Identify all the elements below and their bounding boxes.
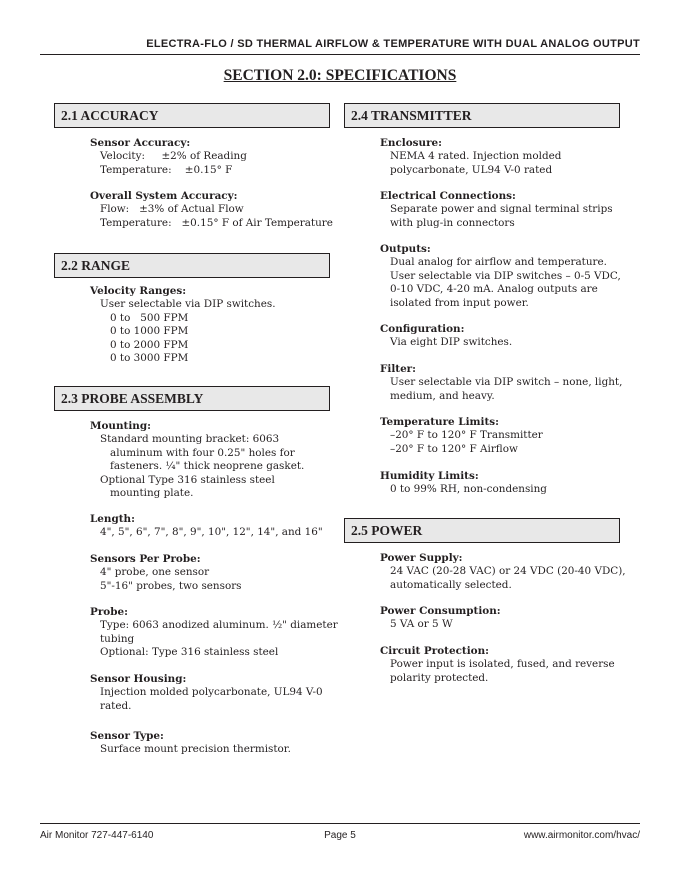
- filter-content: [380, 363, 622, 403]
- footer-website-link[interactable]: www.airmonitor.com/hvac/: [523, 830, 640, 841]
- probe-line: Type: 6063 anodized aluminum. ½" diameter: [100, 619, 338, 632]
- length-heading: Length:: [90, 513, 135, 525]
- mounting-standard: Standard mounting bracket: 6063 aluminum with four 0.25" holes for fasteners. ¼" thick neoprene gasket.: [100, 433, 305, 473]
- power-supply-content: [380, 552, 626, 592]
- sensors-per-probe-item: 5"-16" probes, two sensors: [100, 579, 242, 592]
- sensor-housing-line: Injection molded polycarbonate, UL94 V-0: [100, 686, 323, 699]
- section-probe-heading: 2.3 PROBE ASSEMBLY: [54, 386, 330, 411]
- header-divider: [40, 54, 640, 55]
- circuit-protection-line: Power input is isolated, fused, and reverse: [390, 658, 615, 671]
- outputs-line: Dual analog for airflow and temperature.: [390, 256, 607, 269]
- document-header-title: ELECTRA-FLO / SD THERMAL AIRFLOW & TEMPERATURE WITH DUAL ANALOG OUTPUT: [146, 38, 640, 50]
- sensors-per-probe-item: 4" probe, one sensor: [100, 566, 210, 579]
- sensors-per-probe-content: [90, 553, 242, 593]
- electrical-connections-line: with plug-in connectors: [390, 216, 515, 229]
- filter-heading: Filter:: [380, 363, 416, 375]
- length-value: 4", 5", 6", 7", 8", 9", 10", 12", 14", and 16": [100, 526, 323, 539]
- enclosure-heading: Enclosure:: [380, 137, 443, 149]
- power-consumption-heading: Power Consumption:: [380, 605, 501, 617]
- power-supply-heading: Power Supply:: [380, 552, 463, 564]
- length-content: [90, 513, 323, 540]
- sensor-housing-heading: Sensor Housing:: [90, 673, 187, 685]
- sensor-type-heading: Sensor Type:: [90, 730, 164, 742]
- outputs-line: isolated from input power.: [390, 296, 529, 309]
- section-range-heading: 2.2 RANGE: [54, 253, 330, 278]
- sensor-accuracy-temperature: Temperature: ±0.15° F: [100, 163, 233, 176]
- temperature-limits-content: [380, 416, 543, 456]
- mounting-heading: Mounting:: [90, 420, 151, 432]
- sensor-type-value: Surface mount precision thermistor.: [100, 743, 291, 756]
- electrical-connections-content: [380, 190, 613, 230]
- range-content: [90, 285, 276, 365]
- sensor-type-content: [90, 730, 291, 757]
- humidity-limits-value: 0 to 99% RH, non-condensing: [390, 483, 547, 496]
- sensor-accuracy-velocity: Velocity: ±2% of Reading: [100, 150, 247, 163]
- sensor-accuracy-heading: Sensor Accuracy:: [90, 137, 191, 149]
- velocity-ranges-intro: User selectable via DIP switches.: [100, 298, 276, 311]
- footer-divider: [40, 823, 640, 824]
- enclosure-line: NEMA 4 rated. Injection molded: [390, 150, 562, 163]
- circuit-protection-content: [380, 645, 615, 685]
- power-consumption-value: 5 VA or 5 W: [390, 618, 453, 631]
- velocity-range-item: 0 to 500 FPM: [110, 311, 189, 324]
- section-title: SECTION 2.0: SPECIFICATIONS: [223, 67, 457, 84]
- section-power-heading: 2.5 POWER: [344, 518, 620, 543]
- sensor-housing-line: rated.: [100, 699, 132, 712]
- section-transmitter-heading: 2.4 TRANSMITTER: [344, 103, 620, 128]
- power-consumption-content: [380, 605, 501, 632]
- humidity-limits-heading: Humidity Limits:: [380, 470, 479, 482]
- probe-heading: Probe:: [90, 606, 128, 618]
- configuration-content: [380, 323, 512, 350]
- footer-page-number: Page 5: [324, 830, 356, 841]
- temperature-limits-line: –20° F to 120° F Airflow: [390, 442, 518, 455]
- outputs-content: [380, 243, 621, 310]
- velocity-range-item: 0 to 1000 FPM: [110, 325, 189, 338]
- power-supply-line: 24 VAC (20-28 VAC) or 24 VDC (20-40 VDC),: [390, 565, 626, 578]
- velocity-range-item: 0 to 3000 FPM: [110, 352, 189, 365]
- temperature-limits-line: –20° F to 120° F Transmitter: [390, 429, 543, 442]
- configuration-value: Via eight DIP switches.: [390, 336, 513, 349]
- probe-line: Optional: Type 316 stainless steel: [100, 646, 279, 659]
- system-accuracy-temperature: Temperature: ±0.15° F of Air Temperature: [100, 216, 333, 229]
- velocity-range-item: 0 to 2000 FPM: [110, 338, 189, 351]
- humidity-limits-content: [380, 470, 547, 497]
- configuration-heading: Configuration:: [380, 323, 465, 335]
- outputs-line: User selectable via DIP switches – 0-5 VDC,: [390, 269, 621, 282]
- filter-line: User selectable via DIP switch – none, light,: [390, 376, 623, 389]
- system-accuracy-heading: Overall System Accuracy:: [90, 190, 238, 202]
- accuracy-content: [90, 137, 247, 177]
- probe-content: [90, 606, 338, 660]
- system-accuracy-content: [90, 190, 333, 230]
- enclosure-content: [380, 137, 561, 177]
- electrical-connections-line: Separate power and signal terminal strips: [390, 203, 613, 216]
- sensors-per-probe-heading: Sensors Per Probe:: [90, 553, 201, 565]
- enclosure-line: polycarbonate, UL94 V-0 rated: [390, 163, 553, 176]
- temperature-limits-heading: Temperature Limits:: [380, 416, 499, 428]
- outputs-line: 0-10 VDC, 4-20 mA. Analog outputs are: [390, 283, 598, 296]
- sensor-housing-content: [90, 673, 323, 713]
- system-accuracy-flow: Flow: ±3% of Actual Flow: [100, 203, 244, 216]
- footer-phone: Air Monitor 727-447-6140: [40, 830, 154, 841]
- outputs-heading: Outputs:: [380, 243, 431, 255]
- circuit-protection-heading: Circuit Protection:: [380, 645, 489, 657]
- probe-line: tubing: [100, 632, 135, 645]
- section-accuracy-heading: 2.1 ACCURACY: [54, 103, 330, 128]
- filter-line: medium, and heavy.: [390, 389, 495, 402]
- circuit-protection-line: polarity protected.: [390, 671, 489, 684]
- electrical-connections-heading: Electrical Connections:: [380, 190, 516, 202]
- mounting-content: [90, 420, 335, 500]
- mounting-optional: Optional Type 316 stainless steel mounting plate.: [100, 473, 275, 500]
- power-supply-line: automatically selected.: [390, 578, 512, 591]
- velocity-ranges-heading: Velocity Ranges:: [90, 285, 187, 297]
